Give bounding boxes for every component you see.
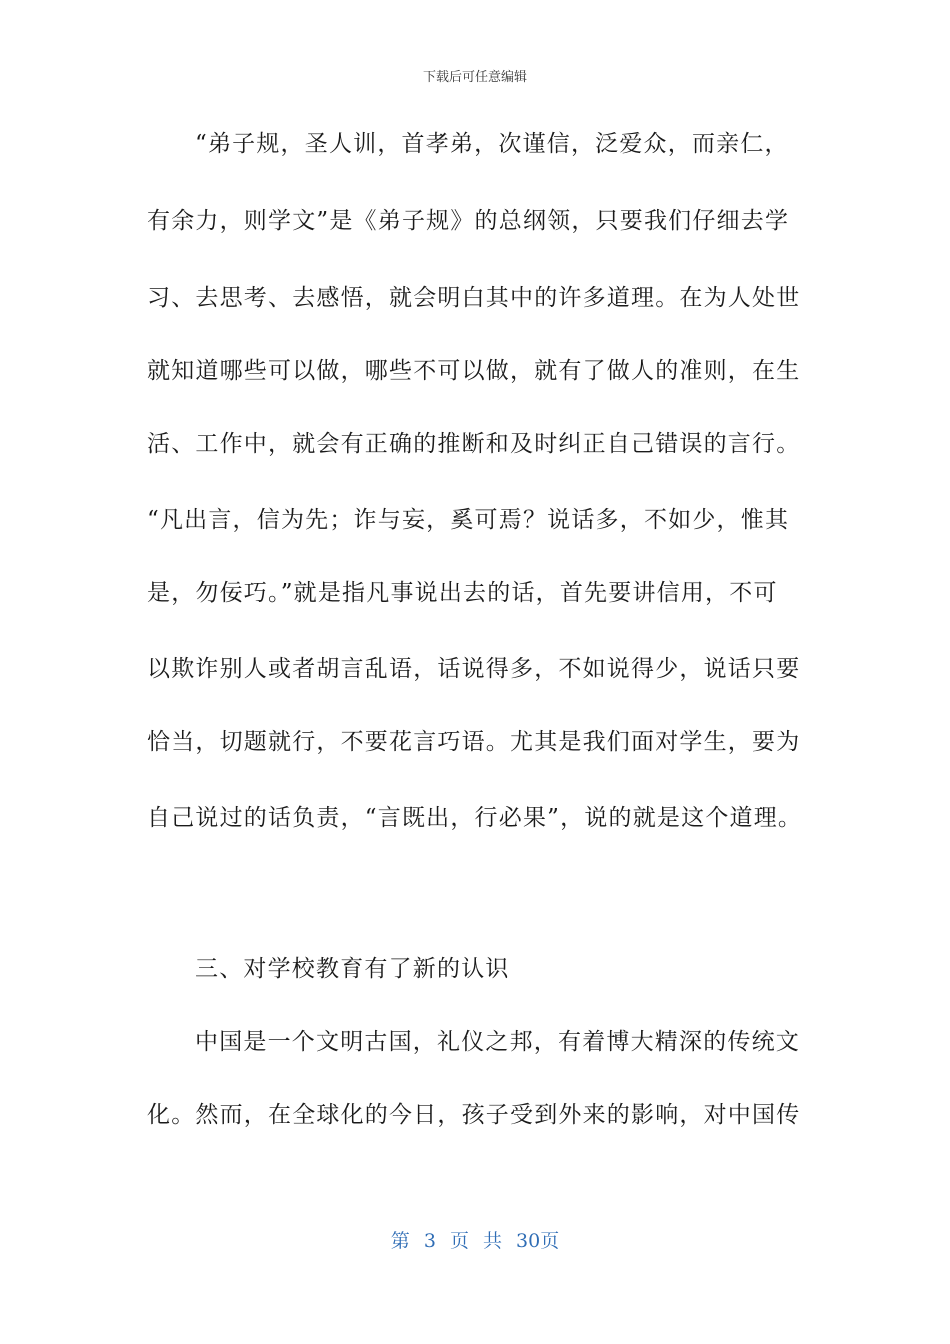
text-line: 化。然而，在全球化的今日，孩子受到外来的影响，对中国传	[147, 1102, 801, 1128]
text-line: “弟子规，圣人训，首孝弟，次谨信，泛爱众，而亲仁，	[195, 131, 789, 157]
text-line: 有余力，则学文”是《弟子规》的总纲领，只要我们仔细去学	[147, 208, 790, 234]
page-number: 第 3 页 共 30页	[390, 1230, 560, 1252]
text-line: “凡出言，信为先；诈与妄，奚可焉？说话多，不如少，惟其	[147, 507, 790, 533]
header-note: 下载后可任意编辑	[422, 70, 527, 85]
text-line: 活、工作中，就会有正确的推断和及时纠正自己错误的言行。	[147, 431, 801, 457]
section-heading: 三、对学校教育有了新的认识	[195, 956, 510, 982]
text-line: 自己说过的话负责，“言既出，行必果”，说的就是这个道理。	[147, 805, 803, 831]
text-line: 是，勿佞巧。”就是指凡事说出去的话，首先要讲信用，不可	[147, 580, 778, 606]
text-line: 以欺诈别人或者胡言乱语，话说得多，不如说得少，说话只要	[147, 656, 801, 682]
text-line: 恰当，切题就行，不要花言巧语。尤其是我们面对学生，要为	[147, 729, 801, 755]
text-line: 中国是一个文明古国，礼仪之邦，有着博大精深的传统文	[195, 1029, 800, 1055]
text-line: 习、去思考、去感悟，就会明白其中的许多道理。在为人处世	[147, 285, 801, 311]
text-line: 就知道哪些可以做，哪些不可以做，就有了做人的准则，在生	[147, 358, 801, 384]
